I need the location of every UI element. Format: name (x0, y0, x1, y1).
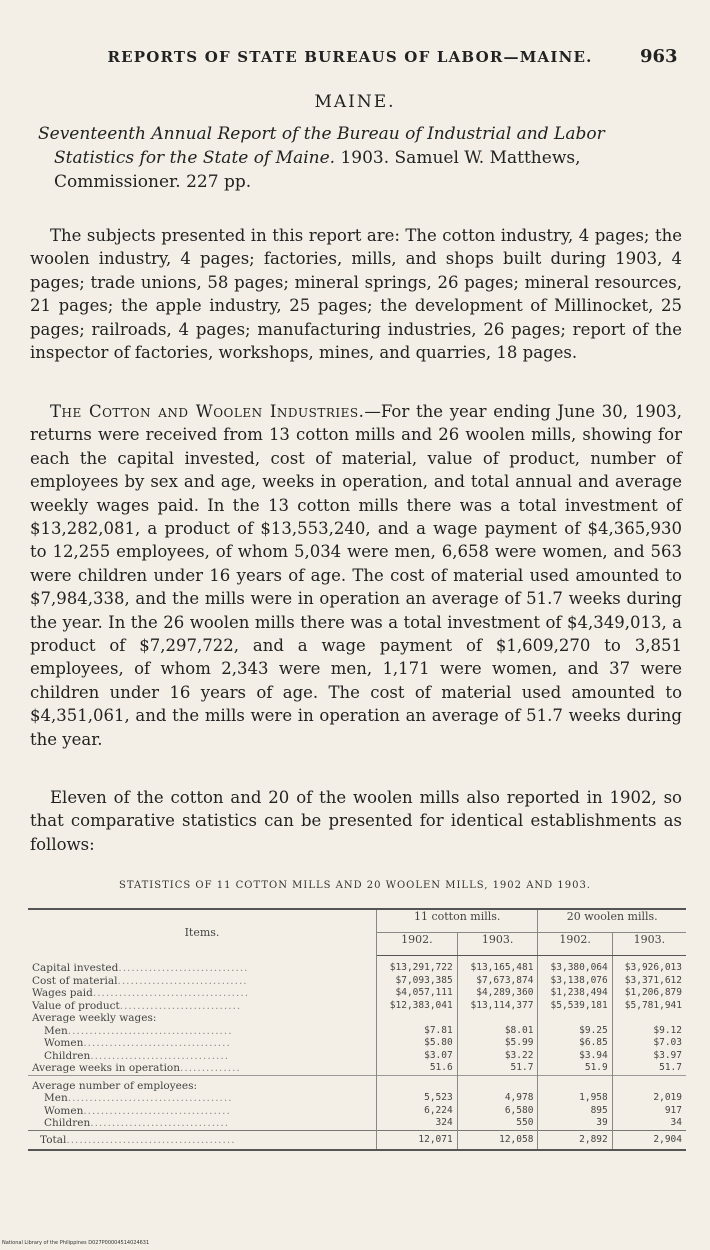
cell: $3.97 (653, 1049, 682, 1061)
cell: $7,093,385 (377, 975, 458, 988)
cell: $8.01 (457, 1025, 538, 1038)
cell: $5.80 (377, 1037, 458, 1050)
cell: $13,291,722 (377, 962, 458, 975)
row-label: Children (44, 1117, 91, 1129)
scan-footer: National Library of the Philippines D027P00004514024631 (2, 1240, 150, 1246)
table-row: Capital invested.............................. $13,291,722 $13,165,481 $3,380,064 $3,926,013 (28, 962, 686, 975)
cell: $3.94 (538, 1050, 612, 1063)
cell: $9.12 (653, 1024, 682, 1036)
table-row-total: Total....................................... 12,071 12,058 2,892 2,904 (28, 1130, 686, 1150)
table-row (28, 1012, 686, 1025)
cell: 917 (664, 1104, 682, 1116)
cell: $3,926,013 (624, 962, 682, 973)
cell: $1,238,494 (538, 987, 612, 1000)
year-header: 1903. (457, 933, 538, 956)
cell: $6.85 (538, 1037, 612, 1050)
row-label: Average weekly wages: (28, 1012, 377, 1025)
cell: $12,383,041 (377, 1000, 458, 1013)
statistics-table (28, 908, 686, 1151)
woolen-mills-header: 20 woolen mills. (538, 909, 686, 933)
citation-title: Seventeenth Annual Report of the Bureau of Industrial and Labor Statistics for the State of Maine. (38, 124, 605, 168)
cell: 51.7 (659, 1062, 682, 1073)
row-label: Average weeks in operation (32, 1062, 181, 1074)
year-header: 1903. (612, 933, 686, 956)
cell: $4,057,111 (377, 987, 458, 1000)
table-row: Wages paid.................................... $4,057,111 $4,289,360 $1,238,494 $1,206,879 (28, 987, 686, 1000)
cell: 51.9 (538, 1062, 612, 1075)
row-label: Wages paid (32, 987, 93, 999)
cell: $3,371,612 (624, 974, 682, 986)
section-title: MAINE. (314, 92, 396, 112)
cell: 34 (670, 1117, 682, 1128)
paragraph-cotton-woolen (30, 400, 682, 751)
cell: 5,523 (377, 1092, 458, 1105)
cell: 12,058 (457, 1130, 538, 1150)
paragraph-text: The subjects presented in this report are: The cotton industry, 4 pages; the woolen industry, 4 pages; factories, mills, and shops built during 1903, 4 pages; trade unions, 58 pages; mineral springs, 26 pages; mineral resources, 21 pages; the apple industry, 25 pages; the development of Millinocket, 25 pages; railroads, 4 pages; manufacturing industries, 26 pages; report of the inspector of factories, workshops, mines, and quarries, 18 pages. (30, 226, 682, 363)
cell: 51.7 (457, 1062, 538, 1075)
cell: 550 (457, 1117, 538, 1130)
cell: 6,224 (377, 1105, 458, 1118)
paragraph-text: Eleven of the cotton and 20 of the woolen mills also reported in 1902, so that comparative statistics can be presented for identical establishments as follows: (30, 788, 682, 854)
table-row: Men...................................... $7.81 $8.01 $9.25 $9.12 (28, 1025, 686, 1038)
cell: 2,019 (653, 1092, 682, 1103)
row-label: Capital invested (32, 962, 119, 974)
table-row: Children................................ 324 550 39 34 (28, 1117, 686, 1130)
cell: $3.22 (457, 1050, 538, 1063)
cell: 51.6 (377, 1062, 458, 1075)
cell: $1,206,879 (624, 987, 682, 998)
items-header: Items. (28, 909, 377, 956)
cell: $13,165,481 (457, 962, 538, 975)
cotton-mills-header: 11 cotton mills. (377, 909, 538, 933)
cell: $7,673,874 (457, 975, 538, 988)
table-row: Children................................ $3.07 $3.22 $3.94 $3.97 (28, 1050, 686, 1063)
cell: 324 (377, 1117, 458, 1130)
table-row: Men...................................... 5,523 4,978 1,958 2,019 (28, 1092, 686, 1105)
row-label: Children (44, 1049, 91, 1062)
row-label: Men (44, 1092, 68, 1104)
row-label: Value of product (32, 999, 120, 1012)
cell: 2,892 (538, 1130, 612, 1150)
cell: 4,978 (457, 1092, 538, 1105)
cell: $9.25 (538, 1025, 612, 1038)
cell: 12,071 (377, 1130, 458, 1150)
cell: $7.03 (653, 1037, 682, 1048)
citation-details: 1903. Samuel W. Matthews, Commissioner. 227 pp. (54, 148, 581, 192)
cell: $3.07 (377, 1050, 458, 1063)
table-row: Average weeks in operation.............. 51.6 51.7 51.9 51.7 (28, 1062, 686, 1075)
cell: 895 (538, 1105, 612, 1118)
cell: $5,539,181 (538, 1000, 612, 1013)
year-header: 1902. (538, 933, 612, 956)
running-head: REPORTS OF STATE BUREAUS OF LABOR—MAINE. (107, 48, 593, 66)
cell: 39 (538, 1117, 612, 1130)
paragraph-comparative (30, 786, 682, 856)
table-row: Women.................................. $5.80 $5.99 $6.85 $7.03 (28, 1037, 686, 1050)
row-label: Average number of employees: (28, 1075, 377, 1092)
cell: $7.81 (377, 1025, 458, 1038)
page-number: 963 (640, 46, 678, 67)
cell: $5,781,941 (624, 999, 682, 1011)
cell: 1,958 (538, 1092, 612, 1105)
table-row: Value of product............................ $12,383,041 $13,114,377 $5,539,181 $5,781,941 (28, 1000, 686, 1013)
row-label: Women (44, 1037, 84, 1049)
paragraph-text: —For the year ending June 30, 1903, returns were received from 13 cotton mills and 26 woolen mills, showing for each the capital invested, cost of material, value of product, number of employees by sex and age, weeks in operation, and total annual and average weekly wages paid. In the 13 cotton mills there was a total investment of $13,282,081, a product of $13,553,240, and a wage payment of $4,365,930 to 12,255 employees, of whom 5,034 were men, 6,658 were women, and 563 were children under 16 years of age. The cost of material used amounted to $7,984,338, and the mills were in operation an average of 51.7 weeks during the year. In the 26 woolen mills there was a total investment of $4,349,013, a product of $7,297,722, and a wage payment of $1,609,270 to 3,851 employees, of whom 2,343 were men, 1,171 were women, and 37 were children under 16 years of age. The cost of material used amounted to $4,351,061, and the mills were in operation an average of 51.7 weeks during the year. (30, 402, 682, 749)
table-row: Women.................................. 6,224 6,580 895 917 (28, 1105, 686, 1118)
table-row: Cost of material.............................. $7,093,385 $7,673,874 $3,138,076 $3,371,612 (28, 975, 686, 988)
cell: $4,289,360 (457, 987, 538, 1000)
row-label: Women (44, 1104, 84, 1117)
year-header: 1902. (377, 933, 458, 956)
paragraph-lead: The Cotton and Woolen Industries. (50, 402, 365, 421)
cell: 6,580 (457, 1105, 538, 1118)
row-label: Cost of material (32, 974, 118, 987)
cell: $3,138,076 (538, 975, 612, 988)
paragraph-subjects (30, 224, 682, 364)
cell: $13,114,377 (457, 1000, 538, 1013)
table-row (28, 1075, 686, 1092)
row-label: Men (44, 1024, 68, 1037)
cell: $5.99 (457, 1037, 538, 1050)
cell: 2,904 (612, 1130, 686, 1150)
table-caption: STATISTICS OF 11 COTTON MILLS AND 20 WOOLEN MILLS, 1902 AND 1903. (118, 880, 591, 891)
row-label: Total (40, 1133, 67, 1146)
report-citation (38, 122, 688, 194)
cell: $3,380,064 (538, 962, 612, 975)
